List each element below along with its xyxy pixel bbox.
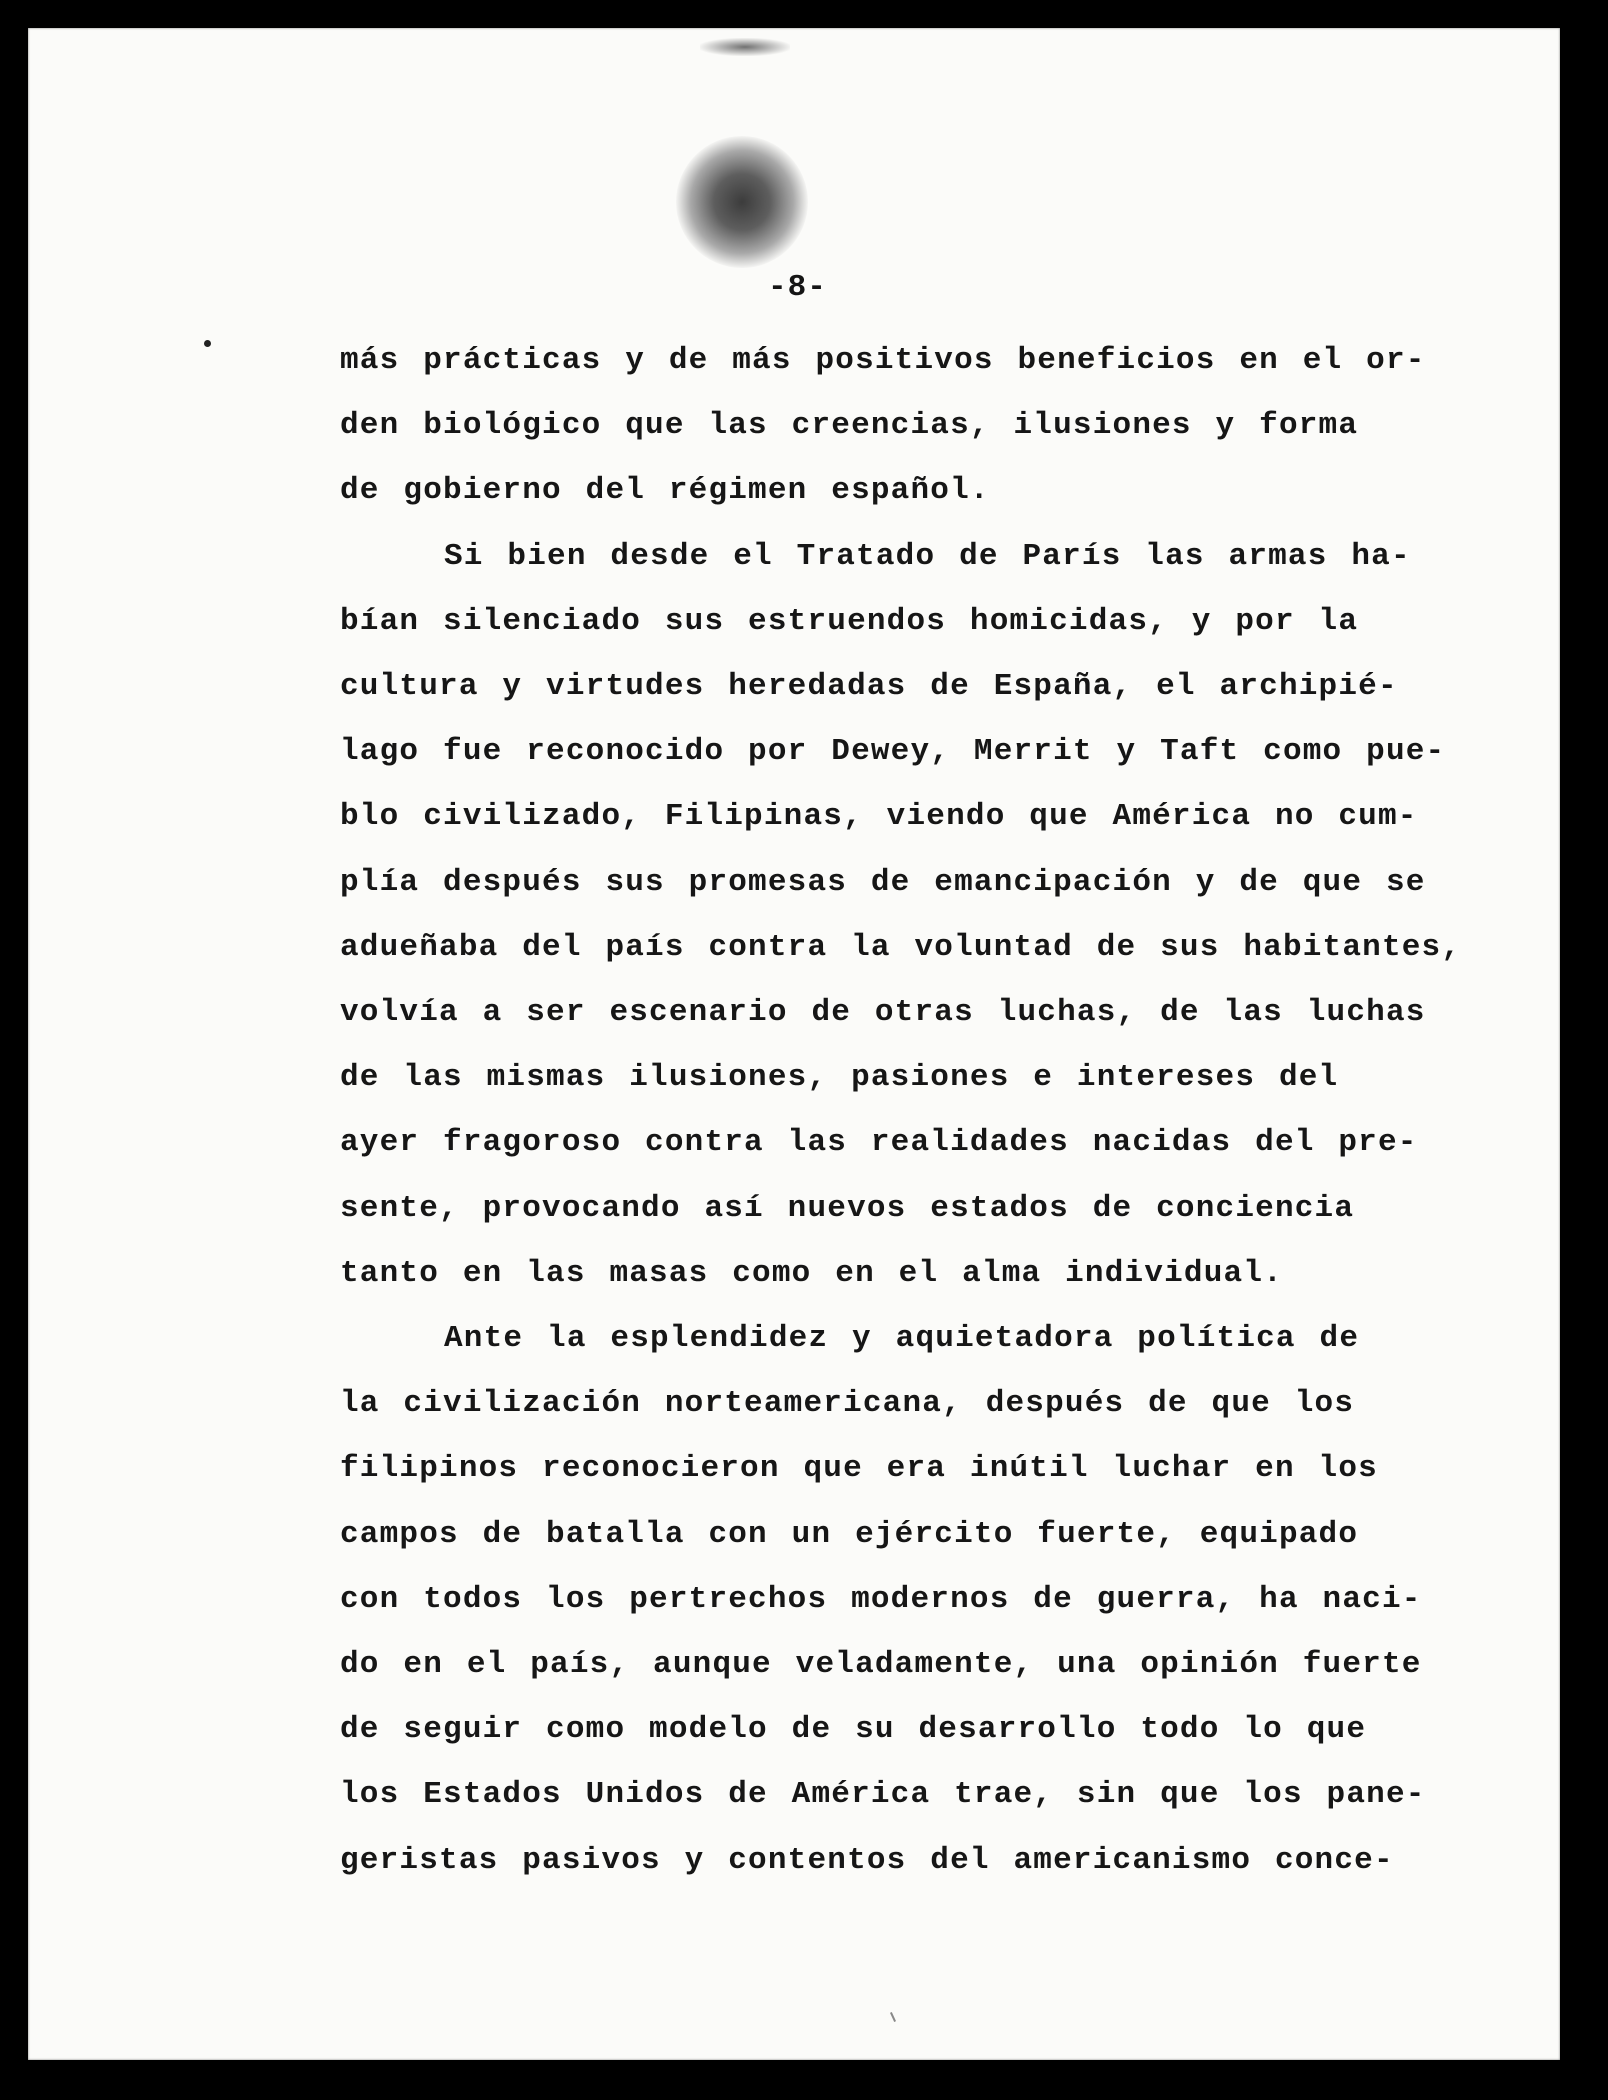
text-line: sente, provocando así nuevos estados de conciencia: [340, 1190, 1355, 1226]
binding-mark: [700, 38, 790, 56]
paragraph-first-line: Ante la esplendidez y aquietadora política de: [444, 1321, 1360, 1357]
text-line: volvía a ser escenario de otras luchas, de las luchas: [340, 995, 1426, 1031]
ink-blot: [676, 136, 808, 268]
text-line: de las mismas ilusiones, pasiones e intereses del: [340, 1060, 1339, 1096]
stray-ink-dot: [204, 340, 211, 347]
text-line: con todos los pertrechos modernos de guerra, ha naci-: [340, 1581, 1422, 1617]
text-line: de seguir como modelo de su desarrollo todo lo que: [340, 1712, 1367, 1748]
body-text: [340, 328, 1462, 1893]
text-line: tanto en las masas como en el alma individual.: [340, 1255, 1283, 1291]
text-line: plía después sus promesas de emancipación y de que se: [340, 864, 1426, 900]
text-line: campos de batalla con un ejército fuerte, equipado: [340, 1516, 1359, 1552]
stray-pen-mark: [890, 2012, 896, 2022]
text-line: bían silenciado sus estruendos homicidas, y por la: [340, 603, 1359, 639]
text-line: geristas pasivos y contentos del americanismo conce-: [340, 1842, 1394, 1878]
text-line: blo civilizado, Filipinas, viendo que América no cum-: [340, 799, 1418, 835]
text-line: lago fue reconocido por Dewey, Merrit y Taft como pue-: [340, 734, 1446, 770]
text-line: los Estados Unidos de América trae, sin que los pane-: [340, 1777, 1426, 1813]
text-line: cultura y virtudes heredadas de España, el archipié-: [340, 669, 1398, 705]
paragraph-first-line: Si bien desde el Tratado de París las armas ha-: [444, 538, 1411, 574]
text-line: den biológico que las creencias, ilusiones y forma: [340, 408, 1359, 444]
text-line: adueñaba del país contra la voluntad de sus habitantes,: [340, 929, 1462, 965]
text-line: filipinos reconocieron que era inútil luchar en los: [340, 1451, 1378, 1487]
text-line: de gobierno del régimen español.: [340, 473, 990, 509]
text-line: la civilización norteamericana, después de que los: [340, 1386, 1355, 1422]
document-page: [28, 28, 1560, 2060]
page-number: -8-: [768, 270, 827, 305]
text-line: ayer fragoroso contra las realidades nacidas del pre-: [340, 1125, 1418, 1161]
text-line: más prácticas y de más positivos beneficios en el or-: [340, 343, 1426, 378]
text-line: do en el país, aunque veladamente, una opinión fuerte: [340, 1647, 1422, 1683]
